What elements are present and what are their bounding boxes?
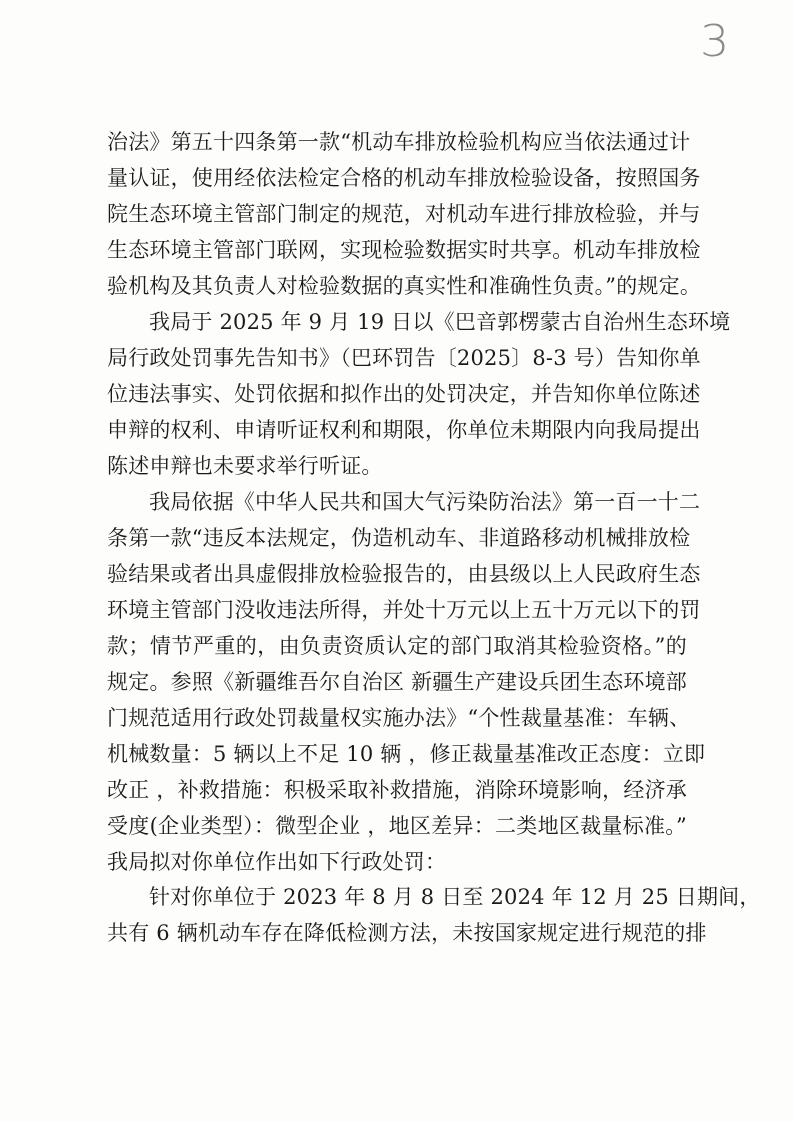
text-line: 门规范适用行政处罚裁量权实施办法》“个性裁量基准：车辆、 [107, 706, 691, 730]
text-line: 改正 ，补救措施：积极采取补救措施，消除环境影响，经济承 [107, 778, 687, 802]
text-line: 院生态环境主管部门制定的规范，对机动车进行排放检验，并与 [107, 202, 701, 226]
text-line: 验机构及其负责人对检验数据的真实性和准确性负责。”的规定。 [107, 274, 702, 298]
text-line: 环境主管部门没收违法所得，并处十万元以上五十万元以下的罚 [107, 598, 701, 622]
text-line: 量认证，使用经依法检定合格的机动车排放检验设备，按照国务 [107, 166, 701, 190]
text-line: 治法》第五十四条第一款“机动车排放检验机构应当依法通过计 [107, 130, 691, 154]
text-line: 受度(企业类型）：微型企业 ，地区差异：二类地区裁量标准。” [107, 814, 687, 838]
text-line: 款；情节严重的，由负责资质认定的部门取消其检验资格。”的 [107, 634, 687, 658]
text-line: 机械数量：5 辆以上不足 10 辆 ，修正裁量基准改正态度：立即 [107, 742, 706, 766]
page-number: 3 [700, 15, 730, 67]
text-line: 位违法事实、处罚依据和拟作出的处罚决定，并告知你单位陈述 [107, 382, 701, 406]
text-line: 规定。参照《新疆维吾尔自治区 新疆生产建设兵团生态环境部 [107, 670, 687, 694]
text-line: 共有 6 辆机动车存在降低检测方法，未按国家规定进行规范的排 [107, 921, 707, 945]
text-line: 条第一款“违反本法规定，伪造机动车、非道路移动机械排放检 [107, 526, 691, 550]
text-line: 我局于 2025 年 9 月 19 日以《巴音郭楞蒙古自治州生态环境 [149, 310, 731, 334]
text-line: 针对你单位于 2023 年 8 月 8 日至 2024 年 12 月 25 日期间， [149, 885, 761, 909]
text-line: 我局依据《中华人民共和国大气污染防治法》第一百一十二 [149, 490, 701, 514]
text-line: 我局拟对你单位作出如下行政处罚： [107, 850, 447, 874]
text-line: 生态环境主管部门联网，实现检验数据实时共享。机动车排放检 [107, 238, 701, 262]
text-line: 局行政处罚事先告知书》（巴环罚告〔2025〕8-3 号）告知你单 [107, 346, 701, 370]
text-line: 陈述申辩也未要求举行听证。 [107, 454, 383, 478]
text-line: 申辩的权利、申请听证权利和期限，你单位未期限内向我局提出 [107, 418, 701, 442]
text-line: 验结果或者出具虚假排放检验报告的，由县级以上人民政府生态 [107, 562, 701, 586]
